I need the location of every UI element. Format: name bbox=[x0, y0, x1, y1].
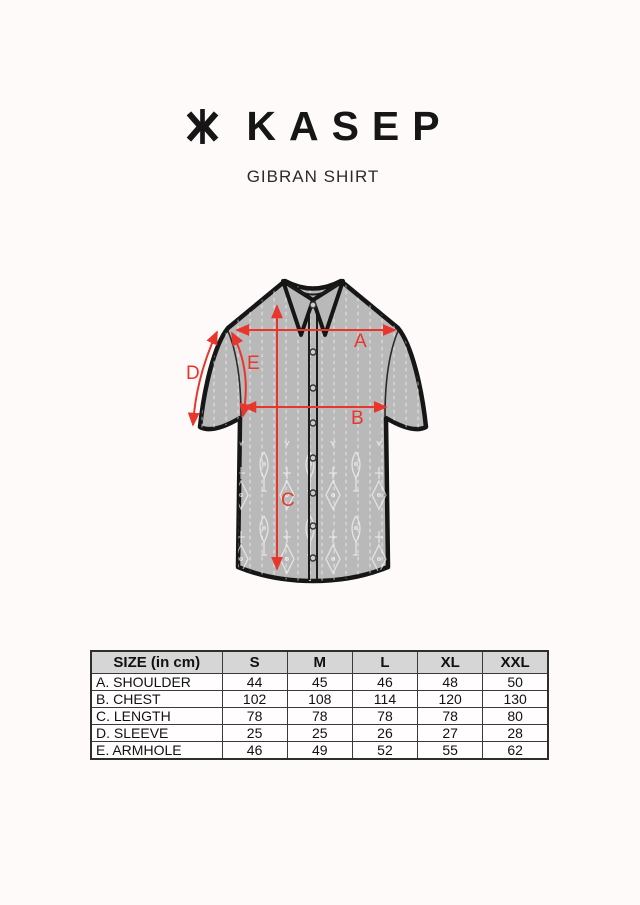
size-column-m: M bbox=[287, 651, 352, 674]
measurement-value: 27 bbox=[418, 725, 483, 742]
measurement-row-label: E. ARMHOLE bbox=[91, 742, 222, 760]
brand-header bbox=[0, 103, 633, 149]
table-row bbox=[91, 742, 548, 760]
measurement-value: 78 bbox=[352, 708, 417, 725]
table-row bbox=[91, 691, 548, 708]
measurement-value: 80 bbox=[483, 708, 548, 725]
measurement-value: 46 bbox=[222, 742, 287, 760]
measurement-value: 28 bbox=[483, 725, 548, 742]
brand-name: KASEP bbox=[246, 103, 453, 149]
label-chest: B bbox=[351, 408, 364, 429]
size-column-l: L bbox=[352, 651, 417, 674]
label-shoulder: A bbox=[354, 331, 367, 352]
table-row bbox=[91, 725, 548, 742]
measurement-value: 78 bbox=[222, 708, 287, 725]
size-chart-table bbox=[90, 650, 549, 760]
shirt-illustration bbox=[160, 255, 480, 635]
measurement-value: 120 bbox=[418, 691, 483, 708]
kasep-chevron-bar-mark-icon bbox=[186, 109, 219, 144]
size-column-xl: XL bbox=[418, 651, 483, 674]
shirt-measurement-diagram bbox=[160, 255, 480, 635]
measurement-value: 78 bbox=[287, 708, 352, 725]
measurement-value: 48 bbox=[418, 674, 483, 691]
measurement-value: 78 bbox=[418, 708, 483, 725]
size-column-s: S bbox=[222, 651, 287, 674]
measurement-value: 25 bbox=[287, 725, 352, 742]
table-row bbox=[91, 708, 548, 725]
size-column-title: SIZE (in cm) bbox=[91, 651, 222, 674]
measurement-value: 108 bbox=[287, 691, 352, 708]
measurement-value: 44 bbox=[222, 674, 287, 691]
measurement-value: 25 bbox=[222, 725, 287, 742]
measurement-row-label: D. SLEEVE bbox=[91, 725, 222, 742]
table-row bbox=[91, 674, 548, 691]
measurement-row-label: A. SHOULDER bbox=[91, 674, 222, 691]
measurement-row-label: B. CHEST bbox=[91, 691, 222, 708]
measurement-row-label: C. LENGTH bbox=[91, 708, 222, 725]
measurement-value: 50 bbox=[483, 674, 548, 691]
measurement-value: 130 bbox=[483, 691, 548, 708]
measurement-value: 46 bbox=[352, 674, 417, 691]
measurement-value: 52 bbox=[352, 742, 417, 760]
label-armhole: E bbox=[247, 353, 260, 374]
measurement-value: 26 bbox=[352, 725, 417, 742]
size-column-xxl: XXL bbox=[483, 651, 548, 674]
measurement-value: 62 bbox=[483, 742, 548, 760]
measurement-value: 49 bbox=[287, 742, 352, 760]
size-chart-header-row bbox=[91, 651, 548, 674]
measurement-value: 45 bbox=[287, 674, 352, 691]
measurement-value: 55 bbox=[418, 742, 483, 760]
measurement-value: 102 bbox=[222, 691, 287, 708]
label-length: C bbox=[281, 490, 295, 511]
measurement-value: 114 bbox=[352, 691, 417, 708]
label-sleeve: D bbox=[186, 363, 200, 384]
product-title: GIBRAN SHIRT bbox=[246, 167, 380, 186]
